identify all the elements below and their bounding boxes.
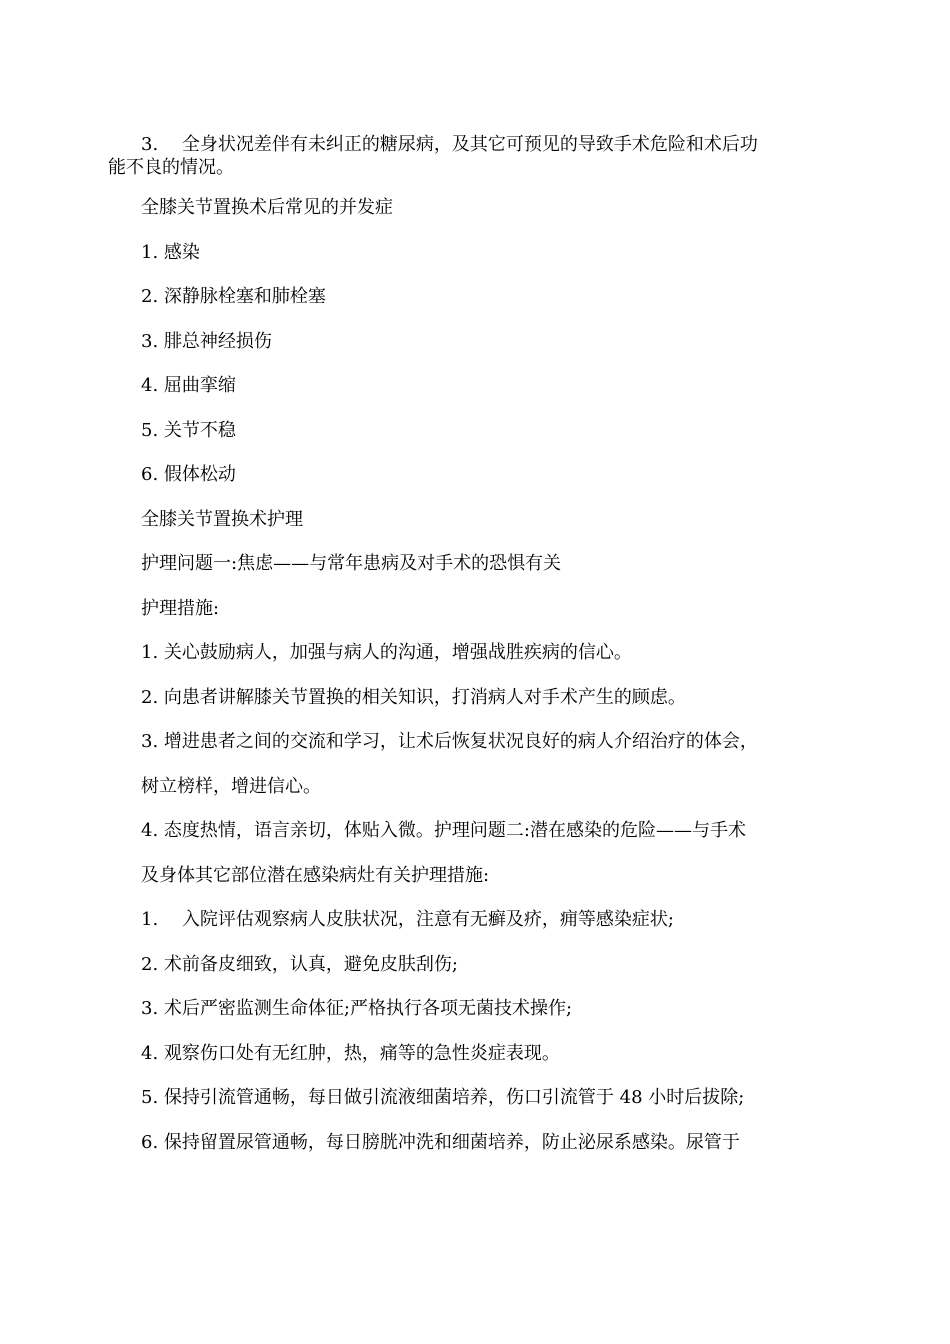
list-item: 1. 感染 (141, 242, 200, 263)
list-item-continuation: 树立榜样，增进信心。 (141, 776, 321, 797)
section-heading: 全膝关节置换术后常见的并发症 (141, 197, 393, 218)
list-item: 4. 态度热情，语言亲切，体贴入微。护理问题二:潜在感染的危险——与手术 (141, 820, 746, 841)
list-item: 2. 术前备皮细致，认真，避免皮肤刮伤; (141, 954, 458, 975)
list-item: 1. 关心鼓励病人，加强与病人的沟通，增强战胜疾病的信心。 (141, 642, 632, 663)
list-item: 3. 术后严密监测生命体征;严格执行各项无菌技术操作; (141, 998, 573, 1019)
list-item: 5. 保持引流管通畅，每日做引流液细菌培养，伤口引流管于 48 小时后拔除; (141, 1087, 745, 1108)
list-item: 3. 增进患者之间的交流和学习，让术后恢复状况良好的病人介绍治疗的体会， (141, 731, 758, 752)
list-item: 6. 假体松动 (141, 464, 236, 485)
list-item: 2. 向患者讲解膝关节置换的相关知识，打消病人对手术产生的顾虑。 (141, 687, 686, 708)
list-item: 3. 腓总神经损伤 (141, 331, 272, 352)
paragraph-line: 能不良的情况。 (108, 157, 234, 178)
list-item: 4. 观察伤口处有无红肿，热，痛等的急性炎症表现。 (141, 1043, 560, 1064)
list-item: 6. 保持留置尿管通畅，每日膀胱冲洗和细菌培养，防止泌尿系感染。尿管于 (141, 1132, 740, 1153)
list-item: 5. 关节不稳 (141, 420, 236, 441)
list-item: 4. 屈曲挛缩 (141, 375, 236, 396)
list-item: 2. 深静脉栓塞和肺栓塞 (141, 286, 326, 307)
list-item: 1. 入院评估观察病人皮肤状况，注意有无癣及疥，痈等感染症状; (141, 909, 674, 930)
list-item-continuation: 及身体其它部位潜在感染病灶有关护理措施: (141, 865, 490, 886)
measures-label: 护理措施: (141, 598, 220, 619)
section-heading: 全膝关节置换术护理 (141, 509, 303, 530)
nursing-problem: 护理问题一:焦虑——与常年患病及对手术的恐惧有关 (141, 553, 562, 574)
paragraph-line: 3. 全身状况差伴有未纠正的糖尿病，及其它可预见的导致手术危险和术后功 (141, 134, 758, 155)
